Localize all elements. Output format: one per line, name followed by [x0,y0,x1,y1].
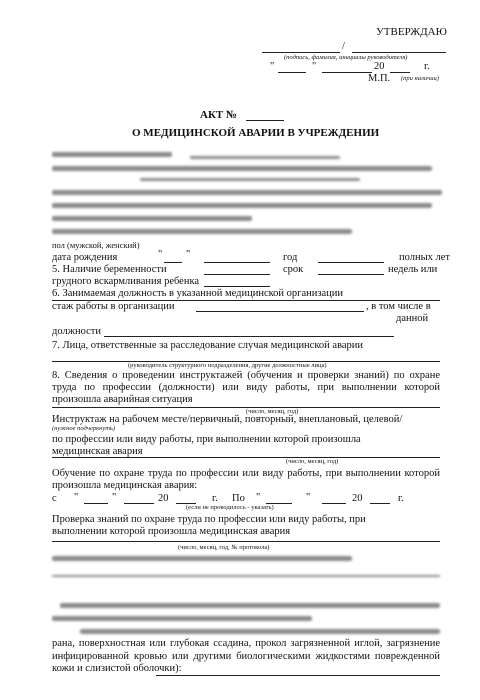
period-g-b: г. [398,493,404,504]
period-year-a: 20 [158,493,169,504]
age-line [318,262,384,263]
instr-date-line [52,457,440,458]
instr-label: Инструктаж на рабочем месте/первичный, повторный, внеплановый, целевой/ [52,414,403,425]
approval-g: г. [424,61,430,72]
approval-date-q2: " [312,61,317,72]
period-end-month-line [322,503,346,504]
mp-note: (при наличии) [401,75,439,82]
full-years-label: полных лет [399,252,451,263]
approval-day-line [278,72,306,73]
injury-text: рана, поверхностная или глубокая ссадина, прокол загрязненной иглой, загрязнение инфицированной кровью или другими биологическими жидкостями поврежденной кожи и слизистой оболочки): [52,638,440,674]
period-year-b: 20 [352,493,363,504]
pregnancy-line [204,274,270,275]
post-line [104,336,394,337]
position-label: 6. Занимаемая должность в указанной медицинской организации [52,288,344,299]
birth-q1: " [158,249,163,260]
act-number: АКТ № [200,109,238,121]
persons-caption: (руководитель структурного подразделения, другие должностные лица) [128,362,327,369]
approval-year-line [390,72,410,73]
this-label: данной [396,313,429,324]
s8-text: 8. Сведения о проведении инструктажей (обучения и проверки знаний) по охране труда по профессии (должности) или виду работы, при выполнении которой произошла аварийная ситуация [52,370,440,405]
post-label: должности [52,326,101,337]
approval-year: 20 [374,61,385,72]
period-q1: " [74,492,79,503]
training-label: Обучение по охране труда по профессии или виду работы, при выполнении которой произошла медицинская авария: [52,468,440,491]
injury-line [156,675,440,676]
birth-day-line [164,262,182,263]
pregnancy-weeks: недель или [388,264,438,275]
birth-label: дата рождения [52,252,118,263]
period-q2: " [112,492,117,503]
date-caption-1: (число, месяц, год) [246,408,299,415]
period-po: По [232,493,245,504]
pregnancy-weeks-line [318,274,384,275]
period-g-a: г. [212,493,218,504]
approval-date-q1: " [270,61,275,72]
date-caption-2: (число, месяц, год) [286,458,339,465]
approval-stamp: УТВЕРЖДАЮ [376,26,447,38]
act-number-line [246,120,284,121]
mp-label: М.П. [368,73,391,84]
period-end-year-line [370,503,390,504]
persons-label: 7. Лица, ответственные за расследование случая медицинской аварии [52,340,364,351]
experience-line [196,311,364,312]
period-q3: " [256,492,261,503]
signature-line [262,52,340,53]
period-caption: (если не проводилось - указать) [186,504,274,511]
period-start-day-line [84,503,108,504]
pregnancy-term: срок [283,264,304,275]
birth-month-line [204,262,270,263]
birth-q2: " [186,249,191,260]
approval-month-line [322,72,372,73]
protocol-line [52,541,440,542]
pregnancy-label: 5. Наличие беременности [52,264,167,275]
experience-label: стаж работы в организации [52,301,175,312]
check-label-1: Проверка знаний по охране труда по профессии или виду работы, при [52,514,366,525]
breastfeeding-line [204,286,270,287]
check-label-2: выполнении которой произошла медицинская авария [52,526,291,537]
document-title: О МЕДИЦИНСКОЙ АВАРИИ В УЧРЕЖДЕНИИ [132,127,380,139]
signature-caption: (подпись, фамилия, инициалы руководителя) [284,54,408,61]
protocol-caption: (число, месяц, год, № протокола) [178,544,270,551]
instr-line-2: по профессии или виду работы, при выполнении которой произошла [52,434,361,445]
period-q4: " [306,492,311,503]
birth-year-label: год [283,252,298,263]
instr-line-3: медицинская авария [52,446,143,457]
breastfeeding-label: грудного вскармливания ребенка [52,276,200,287]
instr-caption: (нужное подчеркнуть) [52,425,116,432]
period-c: с [52,493,57,504]
name-line [352,52,446,53]
gender-label: пол (мужской, женский) [52,240,140,250]
period-start-month-line [124,503,154,504]
approval-slash: / [342,41,345,52]
incl-label: , в том числе в [366,301,431,312]
